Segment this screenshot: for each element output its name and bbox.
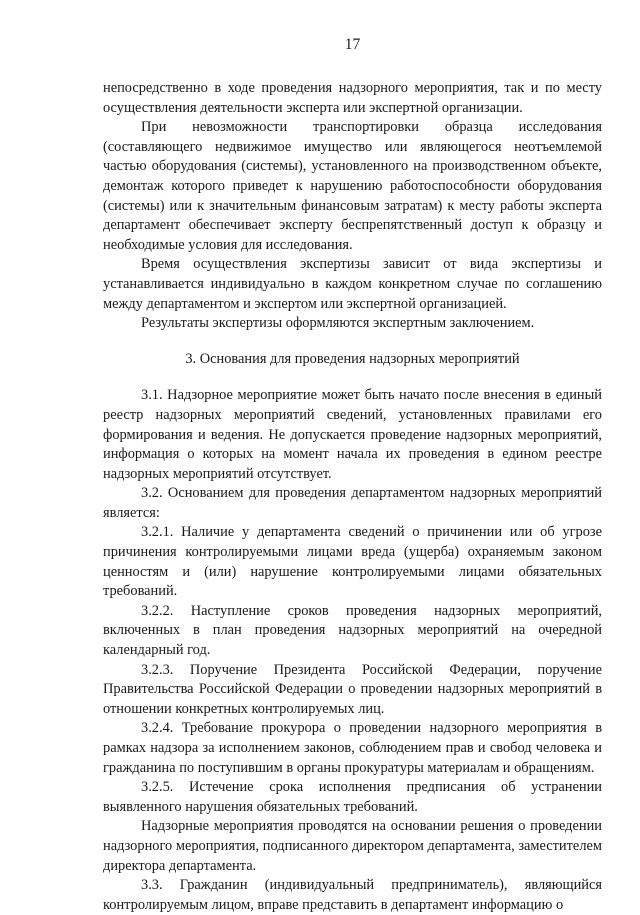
- paragraph: При невозможности транспортировки образца исследования (составляющего недвижимое имущество или являющегося неотъемлемой частью оборудования (системы), установленного на производственном объекте, демонтаж которого приведет к нарушению работоспособности оборудования (системы) или к значительным финансовым затратам) к месту работы эксперта департамент обеспечивает эксперту беспрепятственный доступ к образцу и необходимые условия для исследования.: [103, 119, 602, 253]
- page-number: 17: [344, 36, 361, 53]
- paragraph: Результаты экспертизы оформляются экспертным заключением.: [141, 315, 535, 332]
- paragraph-3-2-5: 3.2.5. Истечение срока исполнения предписания об устранении выявленного нарушения обязательных требований.: [103, 779, 602, 815]
- paragraph-3-2-3: 3.2.3. Поручение Президента Российской Федерации, поручение Правительства Российской Федерации о проведении надзорных мероприятий в отношении конкретных контролируемых лиц.: [103, 661, 602, 717]
- paragraph-3-2: 3.2. Основанием для проведения департаментом надзорных мероприятий является:: [103, 485, 602, 521]
- paragraph-3-2-4: 3.2.4. Требование прокурора о проведении надзорного мероприятия в рамках надзора за исполнением законов, соблюдением прав и свобод человека и гражданина по поступившим в органы прокуратуры материалам и обращениям.: [103, 720, 602, 776]
- paragraph-decision: Надзорные мероприятия проводятся на основании решения о проведении надзорного мероприятия, подписанного директором департамента, заместителем директора департамента.: [103, 818, 602, 874]
- paragraph-3-3: 3.3. Гражданин (индивидуальный предприниматель), являющийся контролируемым лицом, вправе представить в департамент информацию о: [103, 877, 602, 913]
- paragraphs-before: [103, 79, 602, 334]
- paragraph-3-2-2: 3.2.2. Наступление сроков проведения надзорных мероприятий, включенных в план проведения надзорных мероприятий на очередной календарный год.: [103, 602, 602, 659]
- paragraph: непосредственно в ходе проведения надзорного мероприятия, так и по месту осуществления деятельности эксперта или экспертной организации.: [103, 80, 602, 116]
- paragraph-3-1: 3.1. Надзорное мероприятие может быть начато после внесения в единый реестр надзорных мероприятий сведений, установленных правилами его формирования и ведения. Не допускается проведение надзорных мероприятий, информация о которых на момент начала их проведения в едином реестре надзорных мероприятий отсутствует.: [103, 387, 602, 482]
- section-heading: 3. Основания для проведения надзорных мероприятий: [185, 350, 520, 367]
- paragraph-3-2-1: 3.2.1. Наличие у департамента сведений о причинении или об угрозе причинения контролируемыми лицами вреда (ущерба) охраняемым законом ценностям и (или) нарушение контролируемыми лицами обязательных требований.: [103, 524, 602, 600]
- paragraphs-after: [103, 386, 602, 915]
- paragraph: Время осуществления экспертизы зависит от вида экспертизы и устанавливается индивидуально в каждом конкретном случае по соглашению между департаментом и экспертом или экспертной организацией.: [103, 256, 602, 312]
